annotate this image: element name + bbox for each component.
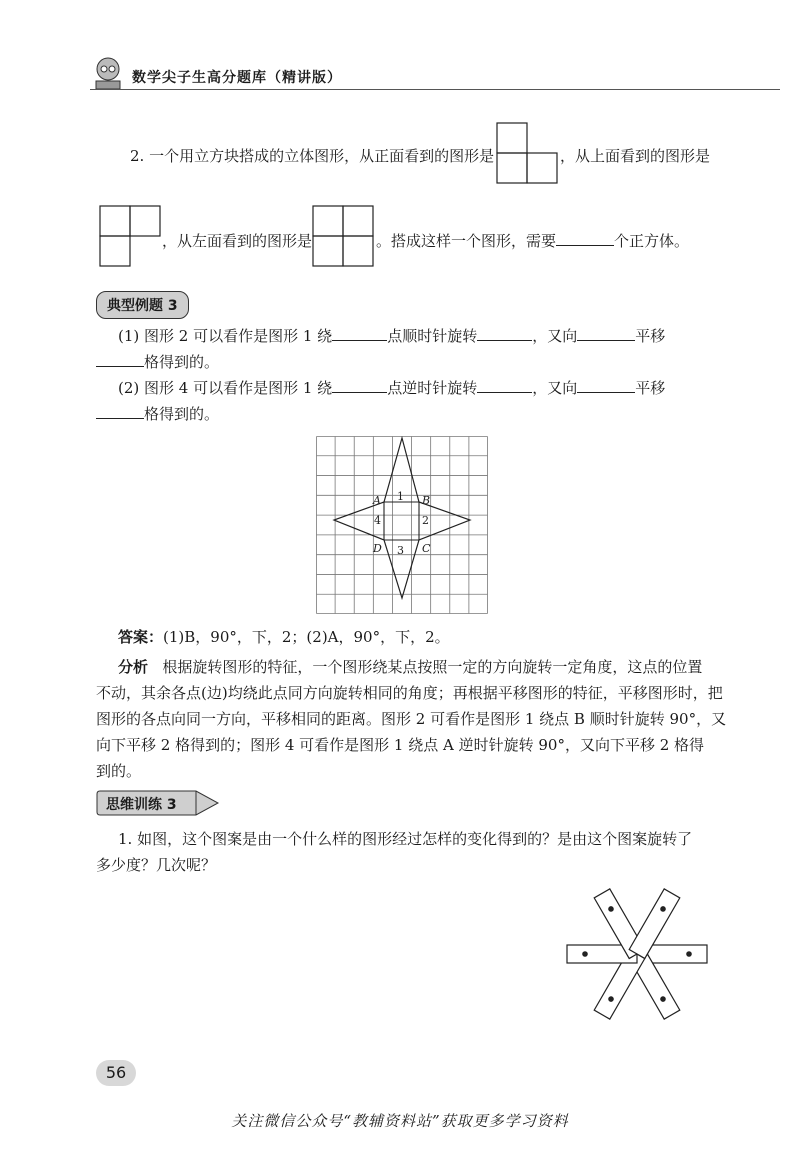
answer-text: (1)B，90°，下，2；(2)A，90°，下，2。 (163, 628, 450, 646)
answer-blank[interactable] (577, 326, 635, 341)
page-number: 56 (96, 1060, 136, 1086)
q2-text-3: ，从左面看到的图形是 (162, 232, 313, 250)
label-4: 4 (374, 514, 381, 527)
answer-blank[interactable] (556, 231, 614, 246)
answer-blank[interactable] (477, 378, 532, 393)
analysis-line: 图形的各点向同一方向，平移相同的距离。图形 2 可看作是图形 1 绕点 B 顺时针旋转 90°，又 (96, 710, 727, 728)
example-badge: 典型例题 3 (96, 291, 189, 319)
example-q2-line2: 格得到的。 (96, 404, 219, 424)
header-title: 数学尖子生高分题库（精讲版） (132, 70, 342, 86)
training-q1-line2: 多少度？几次呢？ (96, 856, 217, 874)
answer-line (118, 627, 450, 647)
example-q2-line1: (2) 图形 4 可以看作是图形 1 绕 点逆时针旋转 ，又向 平移 (118, 379, 666, 397)
footer-note: 关注微信公众号“教辅资料站”获取更多学习资料 (231, 1112, 569, 1130)
label-1: 1 (397, 490, 404, 503)
answer-blank[interactable] (477, 326, 532, 341)
q2-text-2: ，从上面看到的图形是 (560, 147, 711, 165)
training-badge-label: 思维训练 3 (106, 797, 177, 813)
grid-lines (317, 437, 488, 614)
label-A: A (373, 494, 381, 507)
label-C: C (422, 542, 431, 555)
analysis-line: 不动，其余各点(边)均绕此点同方向旋转相同的角度；再根据平移图形的特征，平移图形时，把 (96, 684, 723, 702)
mascot-icon (90, 55, 126, 91)
left-view-figure (312, 205, 374, 267)
label-2: 2 (422, 514, 429, 527)
q2-text-1: 2. 一个用立方块搭成的立体图形，从正面看到的图形是 (130, 147, 495, 165)
analysis-line: 到的。 (96, 762, 142, 780)
running-header (90, 55, 740, 95)
analysis-line: 向下平移 2 格得到的；图形 4 可看作是图形 1 绕点 A 逆时针旋转 90°，又向下平移 2 格得 (96, 736, 705, 754)
label-D: D (373, 542, 382, 555)
label-3: 3 (397, 544, 404, 557)
answer-blank[interactable] (96, 404, 144, 419)
answer-blank[interactable] (332, 326, 387, 341)
grid-figure (316, 436, 488, 614)
q2-text-4: 。搭成这样一个图形，需要 个正方体。 (376, 232, 690, 250)
answer-blank[interactable] (96, 352, 144, 367)
analysis-block: 分析 根据旋转图形的特征，一个图形绕某点按照一定的方向旋转一定角度，这点的位置 不动，其余各点(边)均绕此点同方向旋转相同的角度；再根据平移图形的特征，平移图形时，把 图形的各点向同一方向，平移相同的距离。图形 2 可看作是图形 1 绕点 B 顺时针旋转 90°，又 向下平移 2 格得到的；图形 4 可看作是图形 1 绕点 A 逆时针旋转 90°，又向下平移 2 格得 到的。 (96, 654, 716, 784)
example-q1-line1: (1) 图形 2 可以看作是图形 1 绕 点顺时针旋转 ，又向 平移 (118, 327, 666, 345)
example-q1-line2: 格得到的。 (96, 352, 219, 372)
answer-blank[interactable] (332, 378, 387, 393)
front-view-figure (496, 122, 558, 184)
analysis-label: 分析 (118, 658, 149, 676)
header-rule (90, 89, 780, 90)
training-q1-line1: 1. 如图，这个图案是由一个什么样的图形经过怎样的变化得到的？是由这个图案旋转了 (118, 830, 693, 848)
answer-label: 答案： (118, 628, 164, 646)
pinwheel-figure (562, 878, 714, 1038)
top-view-figure (99, 205, 161, 267)
label-B: B (422, 494, 431, 507)
answer-blank[interactable] (577, 378, 635, 393)
